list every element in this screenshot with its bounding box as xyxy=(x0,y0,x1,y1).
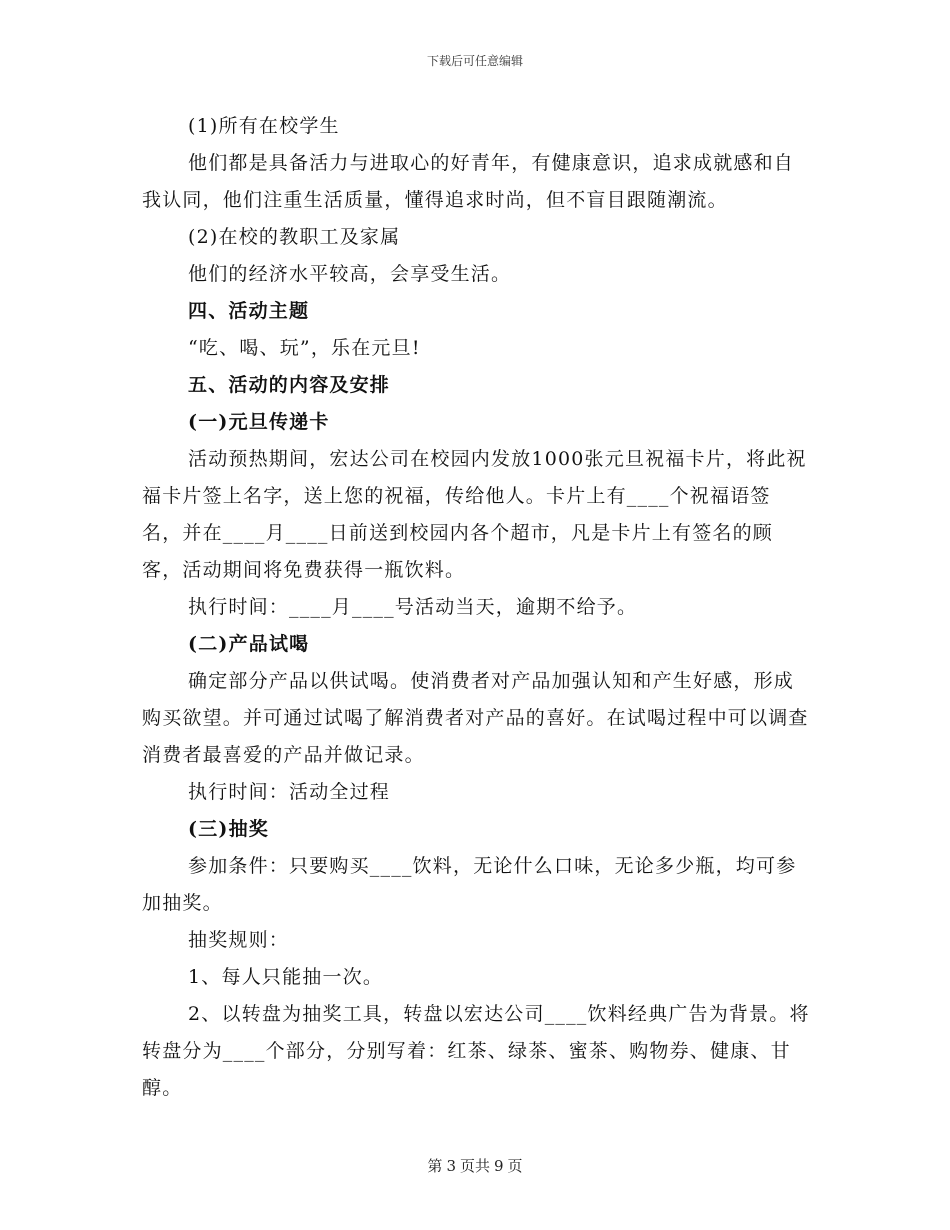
page-header: 下载后可任意编辑 xyxy=(426,54,523,68)
page-footer xyxy=(0,1155,950,1176)
paragraph-tasting: 确定部分产品以供试喝。使消费者对产品加强认知和产生好感，形成购买欲望。并可通过试喝了解消费者对产品的喜好。在试喝过程中可以调查消费者最喜爱的产品并做记录。 xyxy=(142,670,809,766)
paragraph-theme: “吃、喝、玩”，乐在元旦! xyxy=(188,337,421,359)
paragraph-rule-2: 2、以转盘为抽奖工具，转盘以宏达公司____饮料经典广告为背景。将转盘分为____个部分，分别写着：红茶、绿茶、蜜茶、购物券、健康、甘醇。 xyxy=(142,1003,810,1099)
paragraph-card: 活动预热期间，宏达公司在校园内发放1000张元旦祝福卡片，将此祝福卡片签上名字，送上您的祝福，传给他人。卡片上有____个祝福语签名，并在____月____日前送到校园内各个超市，凡是卡片上有签名的顾客，活动期间将免费获得一瓶饮料。 xyxy=(142,448,807,581)
paragraph-group-1: (1)所有在校学生 xyxy=(188,115,340,137)
subheading-card: (一)元旦传递卡 xyxy=(188,411,330,433)
footer-prefix: 第 xyxy=(427,1157,443,1175)
subheading-tasting: (二)产品试喝 xyxy=(188,633,310,655)
paragraph-tasting-time: 执行时间：活动全过程 xyxy=(188,781,391,803)
subheading-lottery: (三)抽奖 xyxy=(188,818,269,840)
paragraph-rule-1: 1、每人只能抽一次。 xyxy=(188,966,384,988)
paragraph-group-1-desc: 他们都是具备活力与进取心的好青年，有健康意识，追求成就感和自我认同，他们注重生活质量，懂得追求时尚，但不盲目跟随潮流。 xyxy=(142,152,795,211)
paragraph-group-2: (2)在校的教职工及家属 xyxy=(188,226,401,248)
footer-current-page: 3 xyxy=(446,1157,456,1175)
footer-suffix: 页 xyxy=(507,1157,523,1175)
footer-middle: 页共 xyxy=(459,1157,490,1175)
section-heading-theme: 四、活动主题 xyxy=(188,300,310,322)
section-heading-content: 五、活动的内容及安排 xyxy=(188,374,391,396)
paragraph-card-time: 执行时间：____月____号活动当天，逾期不给予。 xyxy=(188,596,638,618)
footer-total-pages: 9 xyxy=(494,1157,504,1175)
paragraph-group-2-desc: 他们的经济水平较高，会享受生活。 xyxy=(188,263,512,285)
paragraph-lottery-condition: 参加条件：只要购买____饮料，无论什么口味，无论多少瓶，均可参加抽奖。 xyxy=(142,855,797,914)
paragraph-lottery-rules: 抽奖规则： xyxy=(188,929,290,951)
document-body xyxy=(142,108,810,1107)
